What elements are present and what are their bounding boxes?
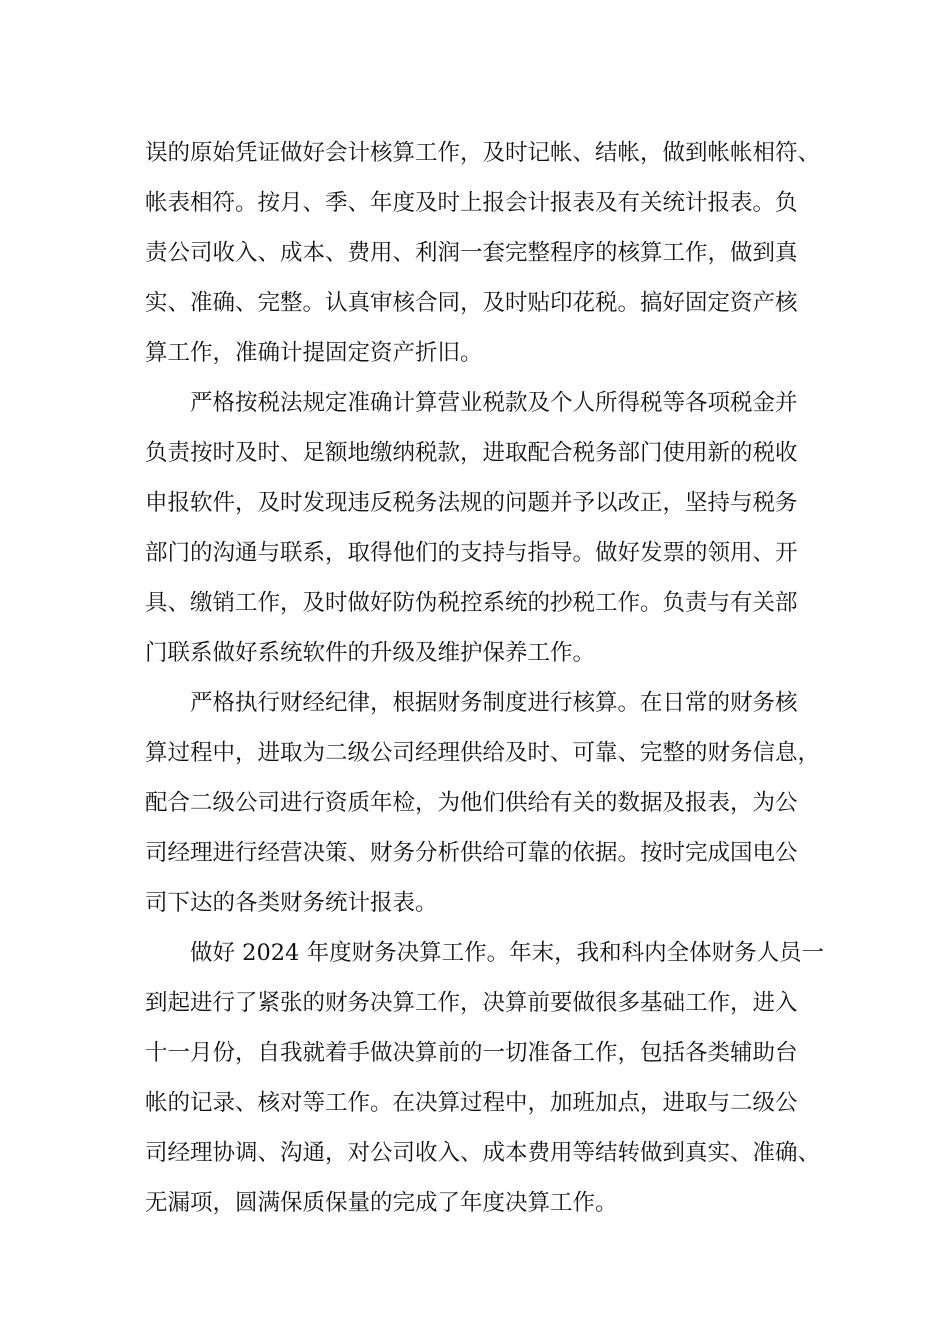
text-line: 算工作，准确计提固定资产折旧。	[145, 340, 483, 366]
text-line: 司经理进行经营决策、财务分析供给可靠的依据。按时完成国电公	[145, 840, 798, 866]
text-line: 严格按税法规定准确计算营业税款及个人所得税等各项税金并	[145, 390, 798, 416]
text-line: 司经理协调、沟通，对公司收入、成本费用等结转做到真实、准确、	[145, 1140, 821, 1166]
text-line: 到起进行了紧张的财务决算工作，决算前要做很多基础工作，进入	[145, 990, 798, 1016]
paragraph-3	[145, 678, 835, 928]
text-line: 帐表相符。按月、季、年度及时上报会计报表及有关统计报表。负	[145, 190, 798, 216]
text-line: 帐的记录、核对等工作。在决算过程中，加班加点，进取与二级公	[145, 1090, 798, 1116]
document-body	[145, 128, 835, 1228]
text-line: 责公司收入、成本、费用、利润一套完整程序的核算工作，做到真	[145, 240, 798, 266]
paragraph-1	[145, 128, 835, 378]
text-line: 做好 2024 年度财务决算工作。年末，我和科内全体财务人员一	[145, 940, 825, 966]
text-line: 十一月份，自我就着手做决算前的一切准备工作，包括各类辅助台	[145, 1040, 798, 1066]
text-line: 无漏项，圆满保质保量的完成了年度决算工作。	[145, 1190, 618, 1216]
text-line: 严格执行财经纪律，根据财务制度进行核算。在日常的财务核	[145, 690, 798, 716]
text-line: 配合二级公司进行资质年检，为他们供给有关的数据及报表，为公	[145, 790, 798, 816]
paragraph-2	[145, 378, 835, 678]
text-line: 申报软件，及时发现违反税务法规的问题并予以改正，坚持与税务	[145, 490, 798, 516]
text-line: 实、准确、完整。认真审核合同，及时贴印花税。搞好固定资产核	[145, 290, 798, 316]
text-line: 司下达的各类财务统计报表。	[145, 890, 438, 916]
text-line: 算过程中，进取为二级公司经理供给及时、可靠、完整的财务信息，	[145, 740, 821, 766]
text-line: 具、缴销工作，及时做好防伪税控系统的抄税工作。负责与有关部	[145, 590, 798, 616]
paragraph-4	[145, 928, 835, 1228]
text-line: 部门的沟通与联系，取得他们的支持与指导。做好发票的领用、开	[145, 540, 798, 566]
text-line: 误的原始凭证做好会计核算工作，及时记帐、结帐，做到帐帐相符、	[145, 140, 821, 166]
text-line: 门联系做好系统软件的升级及维护保养工作。	[145, 640, 596, 666]
text-line: 负责按时及时、足额地缴纳税款，进取配合税务部门使用新的税收	[145, 440, 798, 466]
